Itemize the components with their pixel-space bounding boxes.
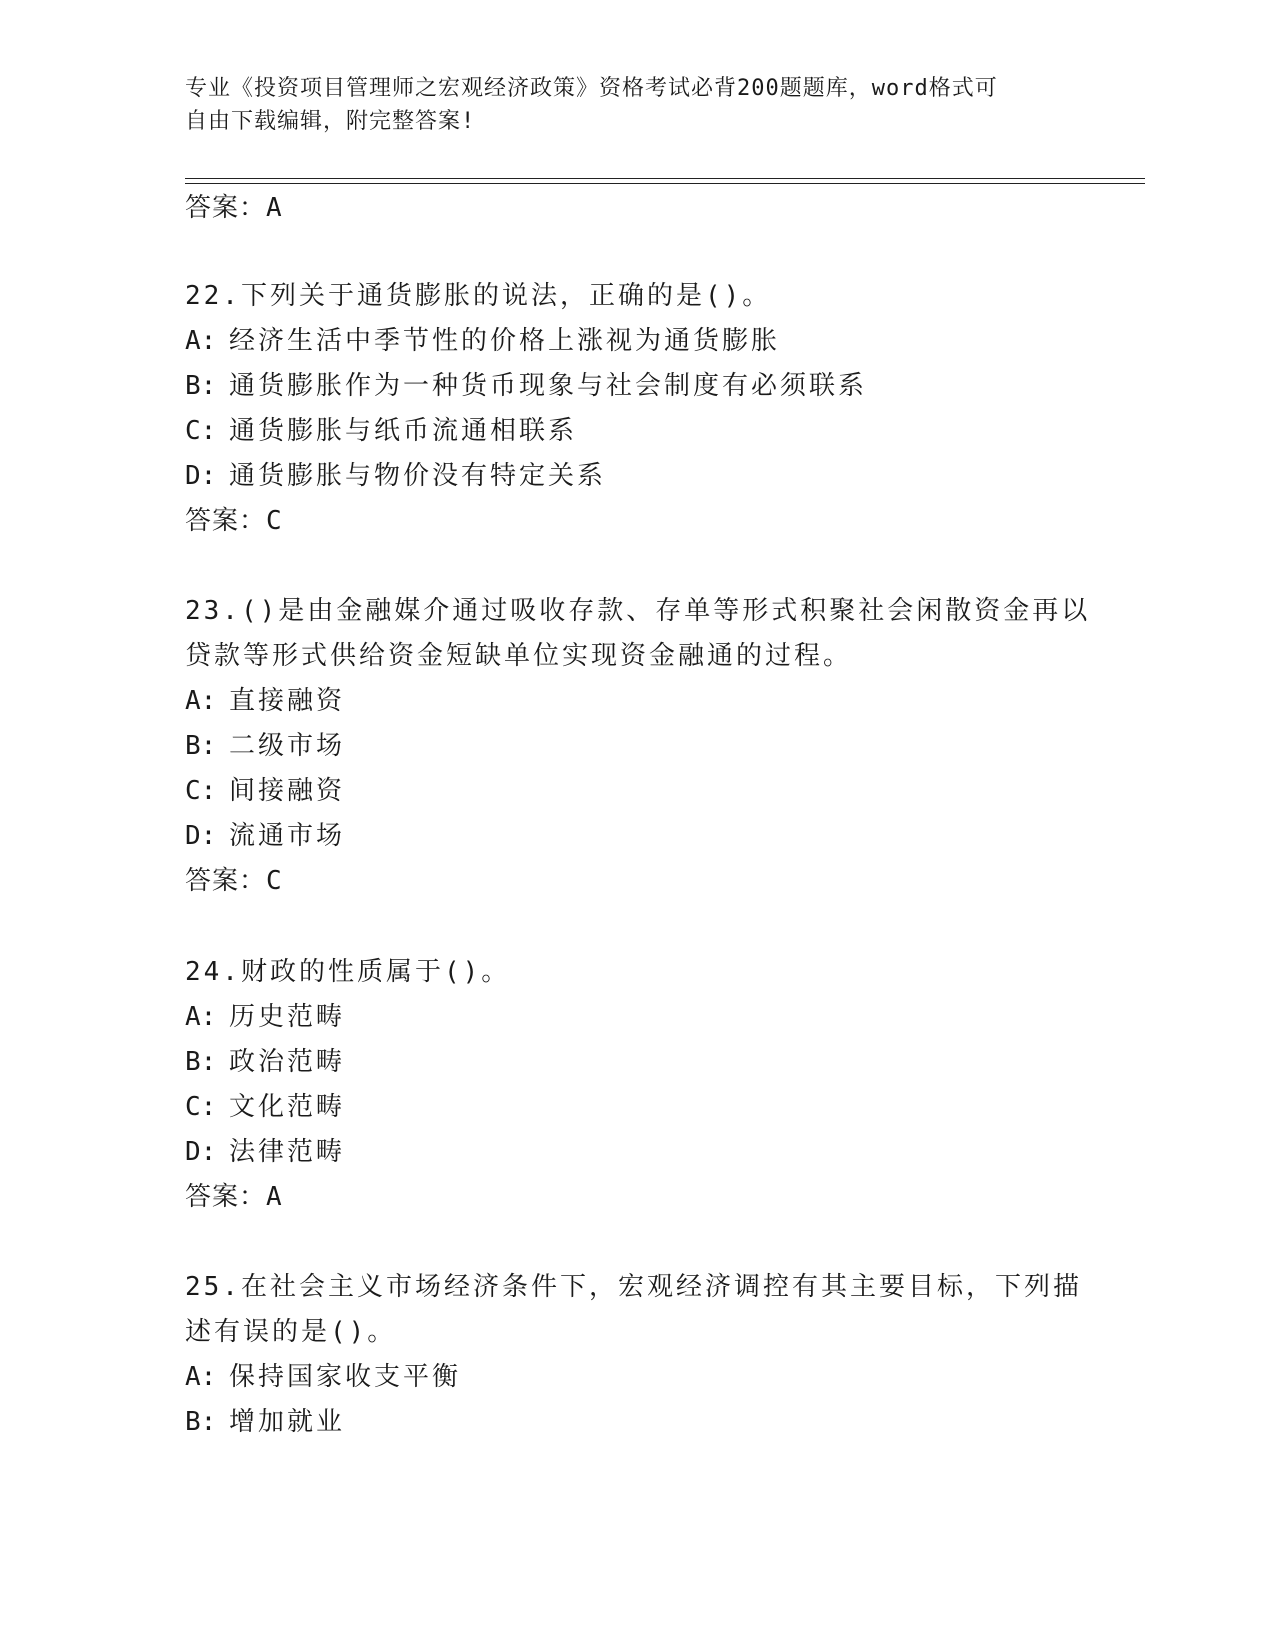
previous-answer: 答案：A xyxy=(185,193,283,223)
option-letter: B: xyxy=(185,731,217,761)
option-text: 保持国家收支平衡 xyxy=(229,1362,462,1392)
option-c xyxy=(185,769,1085,814)
option-letter: B: xyxy=(185,371,217,401)
option-text: 法律范畴 xyxy=(229,1137,346,1167)
option-letter: C: xyxy=(185,1092,217,1122)
header-rule-top xyxy=(185,178,1145,179)
option-text: 流通市场 xyxy=(229,821,346,851)
option-text: 通货膨胀作为一种货币现象与社会制度有必须联系 xyxy=(229,371,868,401)
question-stem-continued: 贷款等形式供给资金短缺单位实现资金融通的过程。 xyxy=(185,641,853,671)
document-header xyxy=(185,72,1065,138)
option-d xyxy=(185,814,1085,859)
option-letter: A: xyxy=(185,1362,217,1392)
question-stem: 25.在社会主义市场经济条件下，宏观经济调控有其主要目标，下列描 xyxy=(185,1272,1082,1302)
option-c xyxy=(185,409,1085,454)
option-letter: A: xyxy=(185,686,217,716)
option-b xyxy=(185,364,1085,409)
answer: 答案：C xyxy=(185,866,283,896)
header-rule-bottom xyxy=(185,183,1145,184)
option-letter: D: xyxy=(185,821,217,851)
question-stem: 23.()是由金融媒介通过吸收存款、存单等形式积聚社会闲散资金再以 xyxy=(185,596,1091,626)
option-b xyxy=(185,1400,1085,1445)
option-a xyxy=(185,679,1085,724)
header-line-1: 专业《投资项目管理师之宏观经济政策》资格考试必背200题题库，word格式可 xyxy=(185,76,998,101)
header-line-2: 自由下载编辑，附完整答案! xyxy=(185,109,476,134)
option-text: 通货膨胀与物价没有特定关系 xyxy=(229,461,607,491)
option-letter: C: xyxy=(185,416,217,446)
question-22 xyxy=(185,274,1085,544)
answer: 答案：C xyxy=(185,506,283,536)
option-a xyxy=(185,1355,1085,1400)
question-stem: 24.财政的性质属于()。 xyxy=(185,957,511,987)
option-text: 通货膨胀与纸币流通相联系 xyxy=(229,416,578,446)
option-letter: D: xyxy=(185,461,217,491)
option-b xyxy=(185,724,1085,769)
question-stem: 22.下列关于通货膨胀的说法，正确的是()。 xyxy=(185,281,772,311)
option-letter: A: xyxy=(185,1002,217,1032)
answer: 答案：A xyxy=(185,1182,283,1212)
option-text: 经济生活中季节性的价格上涨视为通货膨胀 xyxy=(229,326,781,356)
option-letter: D: xyxy=(185,1137,217,1167)
question-23 xyxy=(185,589,1091,904)
option-d xyxy=(185,454,1085,499)
question-24 xyxy=(185,950,1085,1220)
option-a xyxy=(185,995,1085,1040)
option-text: 政治范畴 xyxy=(229,1047,346,1077)
option-letter: A: xyxy=(185,326,217,356)
option-letter: C: xyxy=(185,776,217,806)
question-25 xyxy=(185,1265,1085,1445)
previous-answer-block xyxy=(185,186,1085,231)
option-d xyxy=(185,1130,1085,1175)
option-text: 历史范畴 xyxy=(229,1002,346,1032)
option-text: 文化范畴 xyxy=(229,1092,346,1122)
option-text: 直接融资 xyxy=(229,686,346,716)
question-stem-continued: 述有误的是()。 xyxy=(185,1317,397,1347)
option-letter: B: xyxy=(185,1407,217,1437)
option-b xyxy=(185,1040,1085,1085)
option-c xyxy=(185,1085,1085,1130)
option-text: 增加就业 xyxy=(229,1407,346,1437)
option-letter: B: xyxy=(185,1047,217,1077)
option-text: 二级市场 xyxy=(229,731,346,761)
option-text: 间接融资 xyxy=(229,776,346,806)
option-a xyxy=(185,319,1085,364)
